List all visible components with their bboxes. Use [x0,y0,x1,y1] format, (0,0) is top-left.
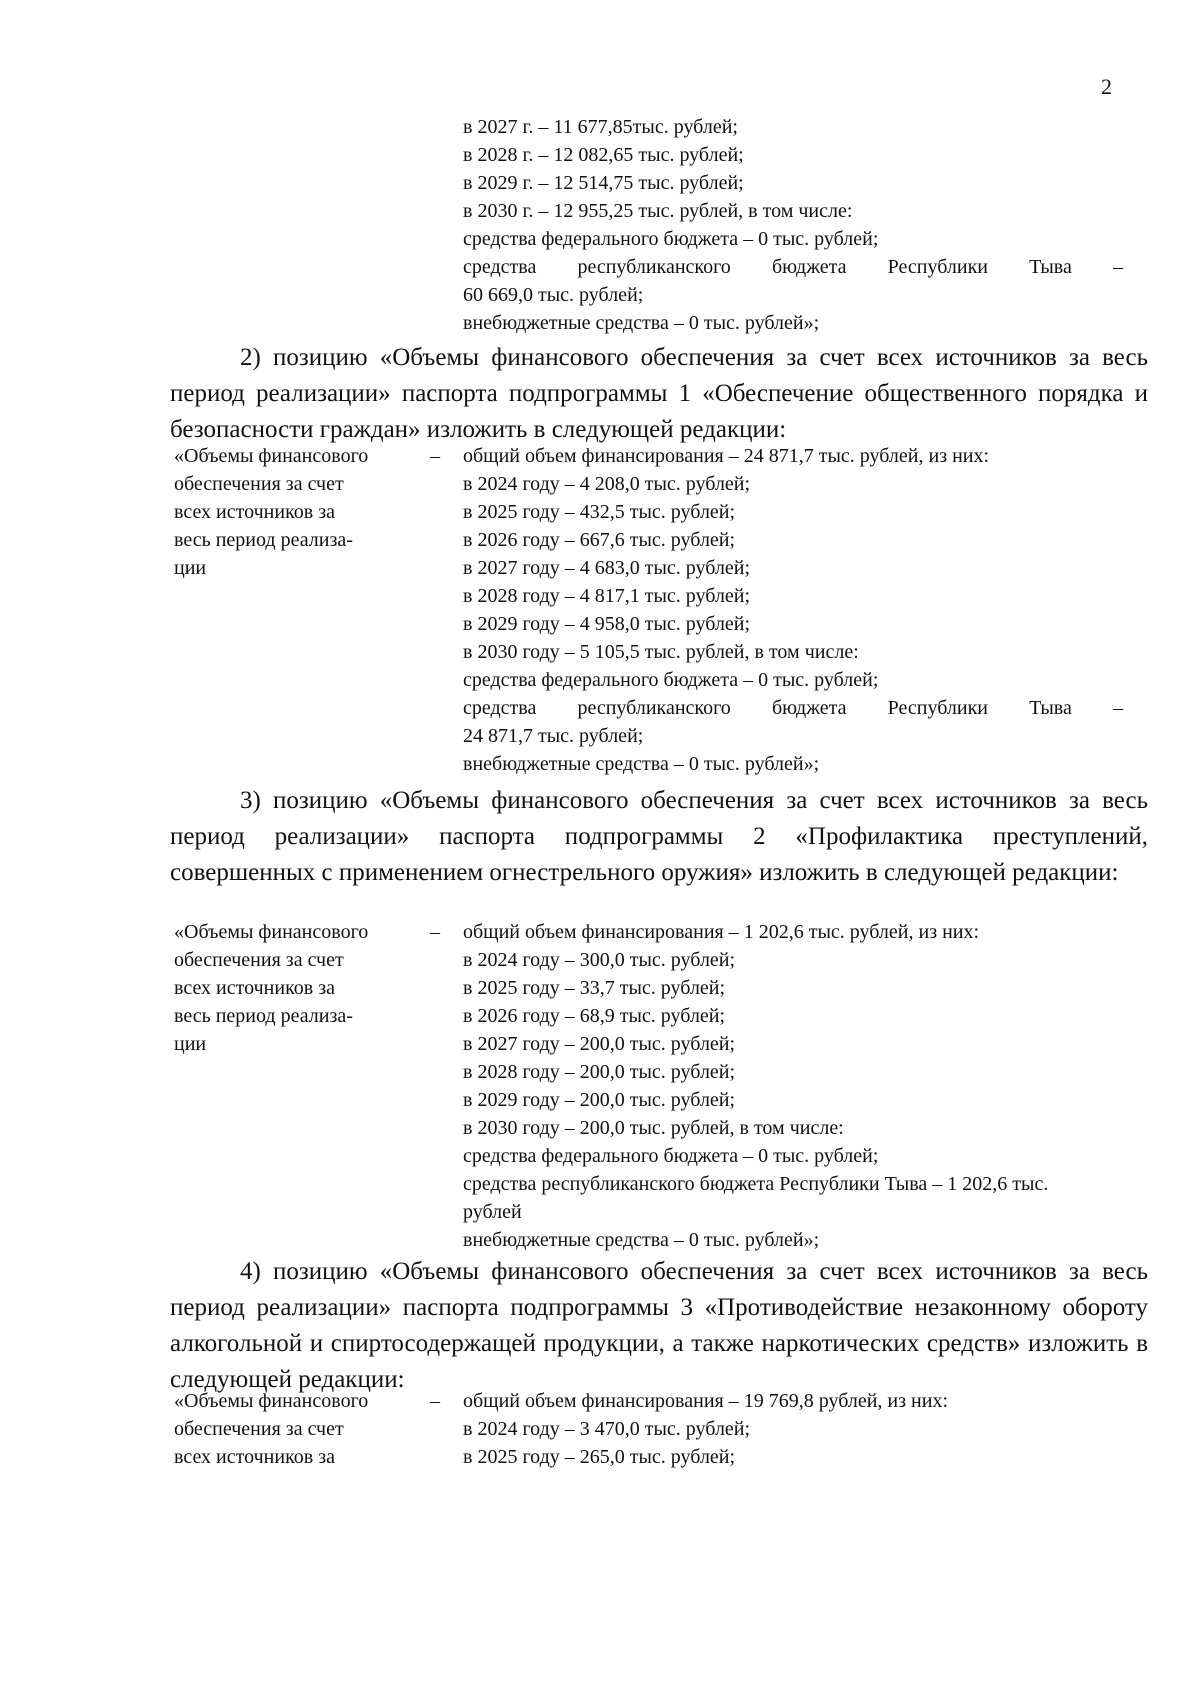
list-item: средства республиканского бюджета Республики Тыва – 1 202,6 тыс. рублей [463,1173,1049,1223]
list-item: в 2024 году – 3 470,0 тыс. рублей; [463,1418,751,1440]
list-item: в 2028 г. – 12 082,65 тыс. рублей; [463,144,744,166]
list-item: в 2026 году – 68,9 тыс. рублей; [463,1005,726,1027]
paragraph-2: 2) позицию «Объемы финансового обеспечения за счет всех источников за весь период реализации» паспорта подпрограммы 1 «Обеспечение общественного порядка и безопасности граждан» изложить в следующей редакции: [170,344,1148,443]
block-dash: – [430,445,440,467]
block-label: «Объемы финансового обеспечения за счет всех источников за весь период реализа- ции [174,921,369,1055]
block-items [463,442,1125,778]
list-item: в 2027 году – 4 683,0 тыс. рублей; [463,557,751,579]
list-item: в 2024 году – 300,0 тыс. рублей; [463,949,736,971]
list-item: внебюджетные средства – 0 тыс. рублей»; [463,1229,820,1251]
paragraph-4: 4) позицию «Объемы финансового обеспечения за счет всех источников за весь период реализации» паспорта подпрограммы 3 «Противодействие незаконному обороту алкогольной и спиртосодержащей продукции, а также наркотических средств» изложить в следующей редакции: [170,1258,1148,1393]
block-items [463,918,1125,1254]
block-label: «Объемы финансового обеспечения за счет всех источников за [174,1390,369,1468]
list-item: в 2025 году – 33,7 тыс. рублей; [463,977,726,999]
list-item: в 2029 году – 200,0 тыс. рублей; [463,1089,736,1111]
block-label: «Объемы финансового обеспечения за счет всех источников за весь период реализа- ции [174,445,369,579]
list-item: средства республиканского бюджета Республики Тыва – [463,256,1123,278]
list-item: общий объем финансирования – 19 769,8 рублей, из них: [463,1390,948,1412]
list-item: в 2030 году – 200,0 тыс. рублей, в том числе: [463,1117,844,1139]
paragraph-3: 3) позицию «Объемы финансового обеспечения за счет всех источников за весь период реализации» паспорта подпрограммы 2 «Профилактика преступлений, совершенных с применением огнестрельного оружия» изложить в следующей редакции: [170,787,1148,886]
list-item: в 2025 году – 432,5 тыс. рублей; [463,501,736,523]
list-item: средства федерального бюджета – 0 тыс. рублей; [463,228,879,250]
list-item: в 2026 году – 667,6 тыс. рублей; [463,529,736,551]
list-item: в 2024 году – 4 208,0 тыс. рублей; [463,473,751,495]
list-item: 24 871,7 тыс. рублей; [463,725,644,747]
list-item: 60 669,0 тыс. рублей; [463,284,644,306]
list-item: в 2029 г. – 12 514,75 тыс. рублей; [463,172,744,194]
list-item: средства федерального бюджета – 0 тыс. рублей; [463,669,879,691]
top-funding-list [463,113,1143,337]
list-item: в 2028 году – 4 817,1 тыс. рублей; [463,585,751,607]
list-item: общий объем финансирования – 24 871,7 тыс. рублей, из них: [463,445,990,467]
list-item: в 2027 г. – 11 677,85тыс. рублей; [463,116,738,138]
list-item: в 2029 году – 4 958,0 тыс. рублей; [463,613,751,635]
list-item: в 2028 году – 200,0 тыс. рублей; [463,1061,736,1083]
list-item: внебюджетные средства – 0 тыс. рублей»; [463,753,820,775]
list-item: в 2025 году – 265,0 тыс. рублей; [463,1446,736,1468]
list-item: средства федерального бюджета – 0 тыс. рублей; [463,1145,879,1167]
list-item: средства республиканского бюджета Республики Тыва – [463,697,1123,719]
list-item: в 2030 году – 5 105,5 тыс. рублей, в том числе: [463,641,859,663]
list-item: в 2030 г. – 12 955,25 тыс. рублей, в том числе: [463,200,853,222]
block-items [463,1387,1125,1471]
block-dash: – [430,921,440,943]
list-item: внебюджетные средства – 0 тыс. рублей»; [463,312,820,334]
list-item: в 2027 году – 200,0 тыс. рублей; [463,1033,736,1055]
block-dash: – [430,1390,440,1412]
page-number: 2 [1101,74,1112,99]
list-item: общий объем финансирования – 1 202,6 тыс. рублей, из них: [463,921,980,943]
